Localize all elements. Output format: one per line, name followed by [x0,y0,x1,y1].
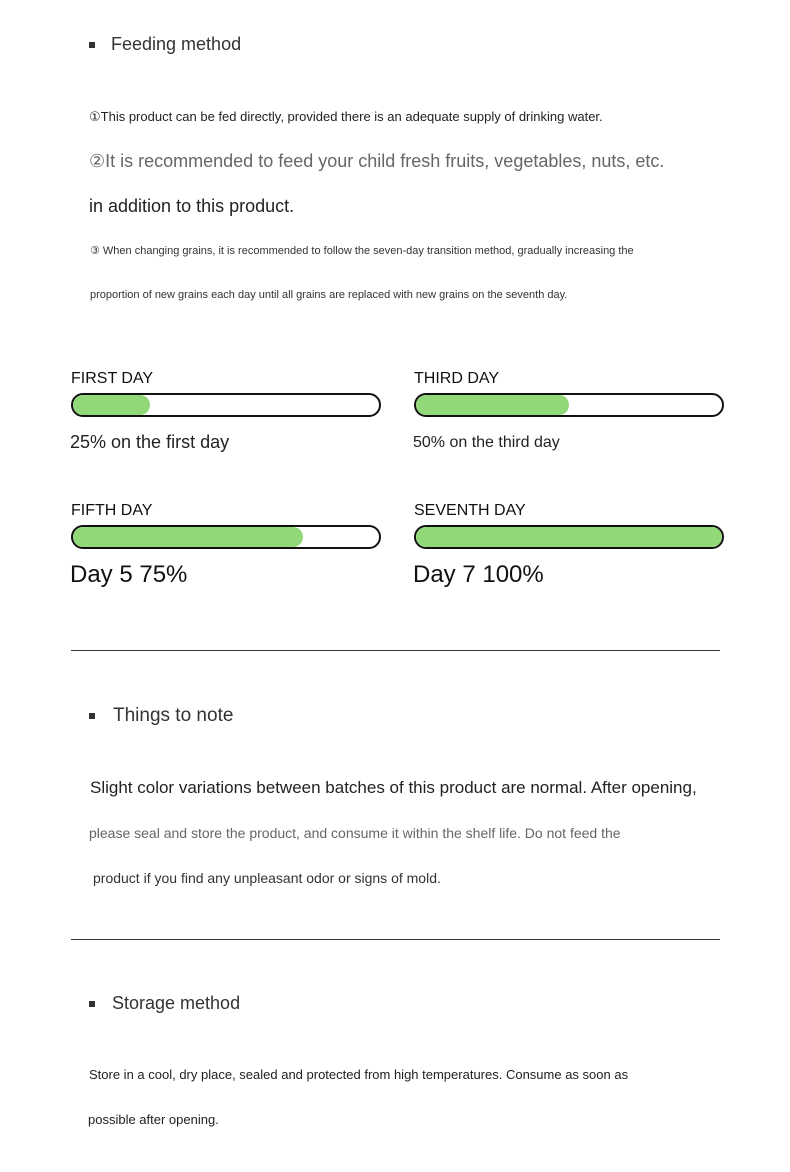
notes-line-2: please seal and store the product, and consume it within the shelf life. Do not feed the [89,825,621,841]
bullet-icon [89,713,95,719]
section-title: Things to note [113,705,234,726]
progress-bar-third-day [414,393,724,417]
section-title: Feeding method [111,34,242,54]
notes-section-heading [89,705,233,727]
feeding-line-2a: ②It is recommended to feed your child fresh fruits, vegetables, nuts, etc. [89,151,665,171]
notes-line-3: product if you find any unpleasant odor or signs of mold. [93,870,441,886]
progress-fill [416,527,722,547]
day-caption: Day 5 75% [70,561,188,588]
section-title: Storage method [112,993,241,1013]
storage-line-1: Store in a cool, dry place, sealed and protected from high temperatures. Consume as soon as [89,1067,629,1082]
notes-line-1: Slight color variations between batches of this product are normal. After opening, [90,778,697,797]
day-caption: 25% on the first day [70,432,230,452]
feeding-line-1: ①This product can be fed directly, provided there is an adequate supply of drinking water. [89,109,603,124]
section-divider [71,939,720,940]
day-caption: 50% on the third day [413,434,560,451]
day-label: FIFTH DAY [71,502,153,519]
feeding-line-3b: proportion of new grains each day until all grains are replaced with new grains on the seventh day. [90,289,568,301]
bullet-icon [89,42,95,48]
day-caption: Day 7 100% [413,561,544,588]
storage-line-2: possible after opening. [88,1112,219,1127]
section-divider [71,650,720,651]
progress-bar-fifth-day [71,525,381,549]
storage-section-heading [89,993,240,1014]
progress-bar-first-day [71,393,381,417]
progress-fill [73,395,150,415]
feeding-line-3a: ③ When changing grains, it is recommended to follow the seven-day transition method, gradually increasing the [90,245,634,257]
feeding-line-2b: in addition to this product. [89,196,295,216]
bullet-icon [89,1001,95,1007]
day-label: THIRD DAY [414,370,500,387]
day-label: FIRST DAY [71,370,154,387]
day-label: SEVENTH DAY [414,502,526,519]
progress-fill [416,395,569,415]
progress-fill [73,527,303,547]
feeding-section-heading [89,34,241,55]
progress-bar-seventh-day [414,525,724,549]
